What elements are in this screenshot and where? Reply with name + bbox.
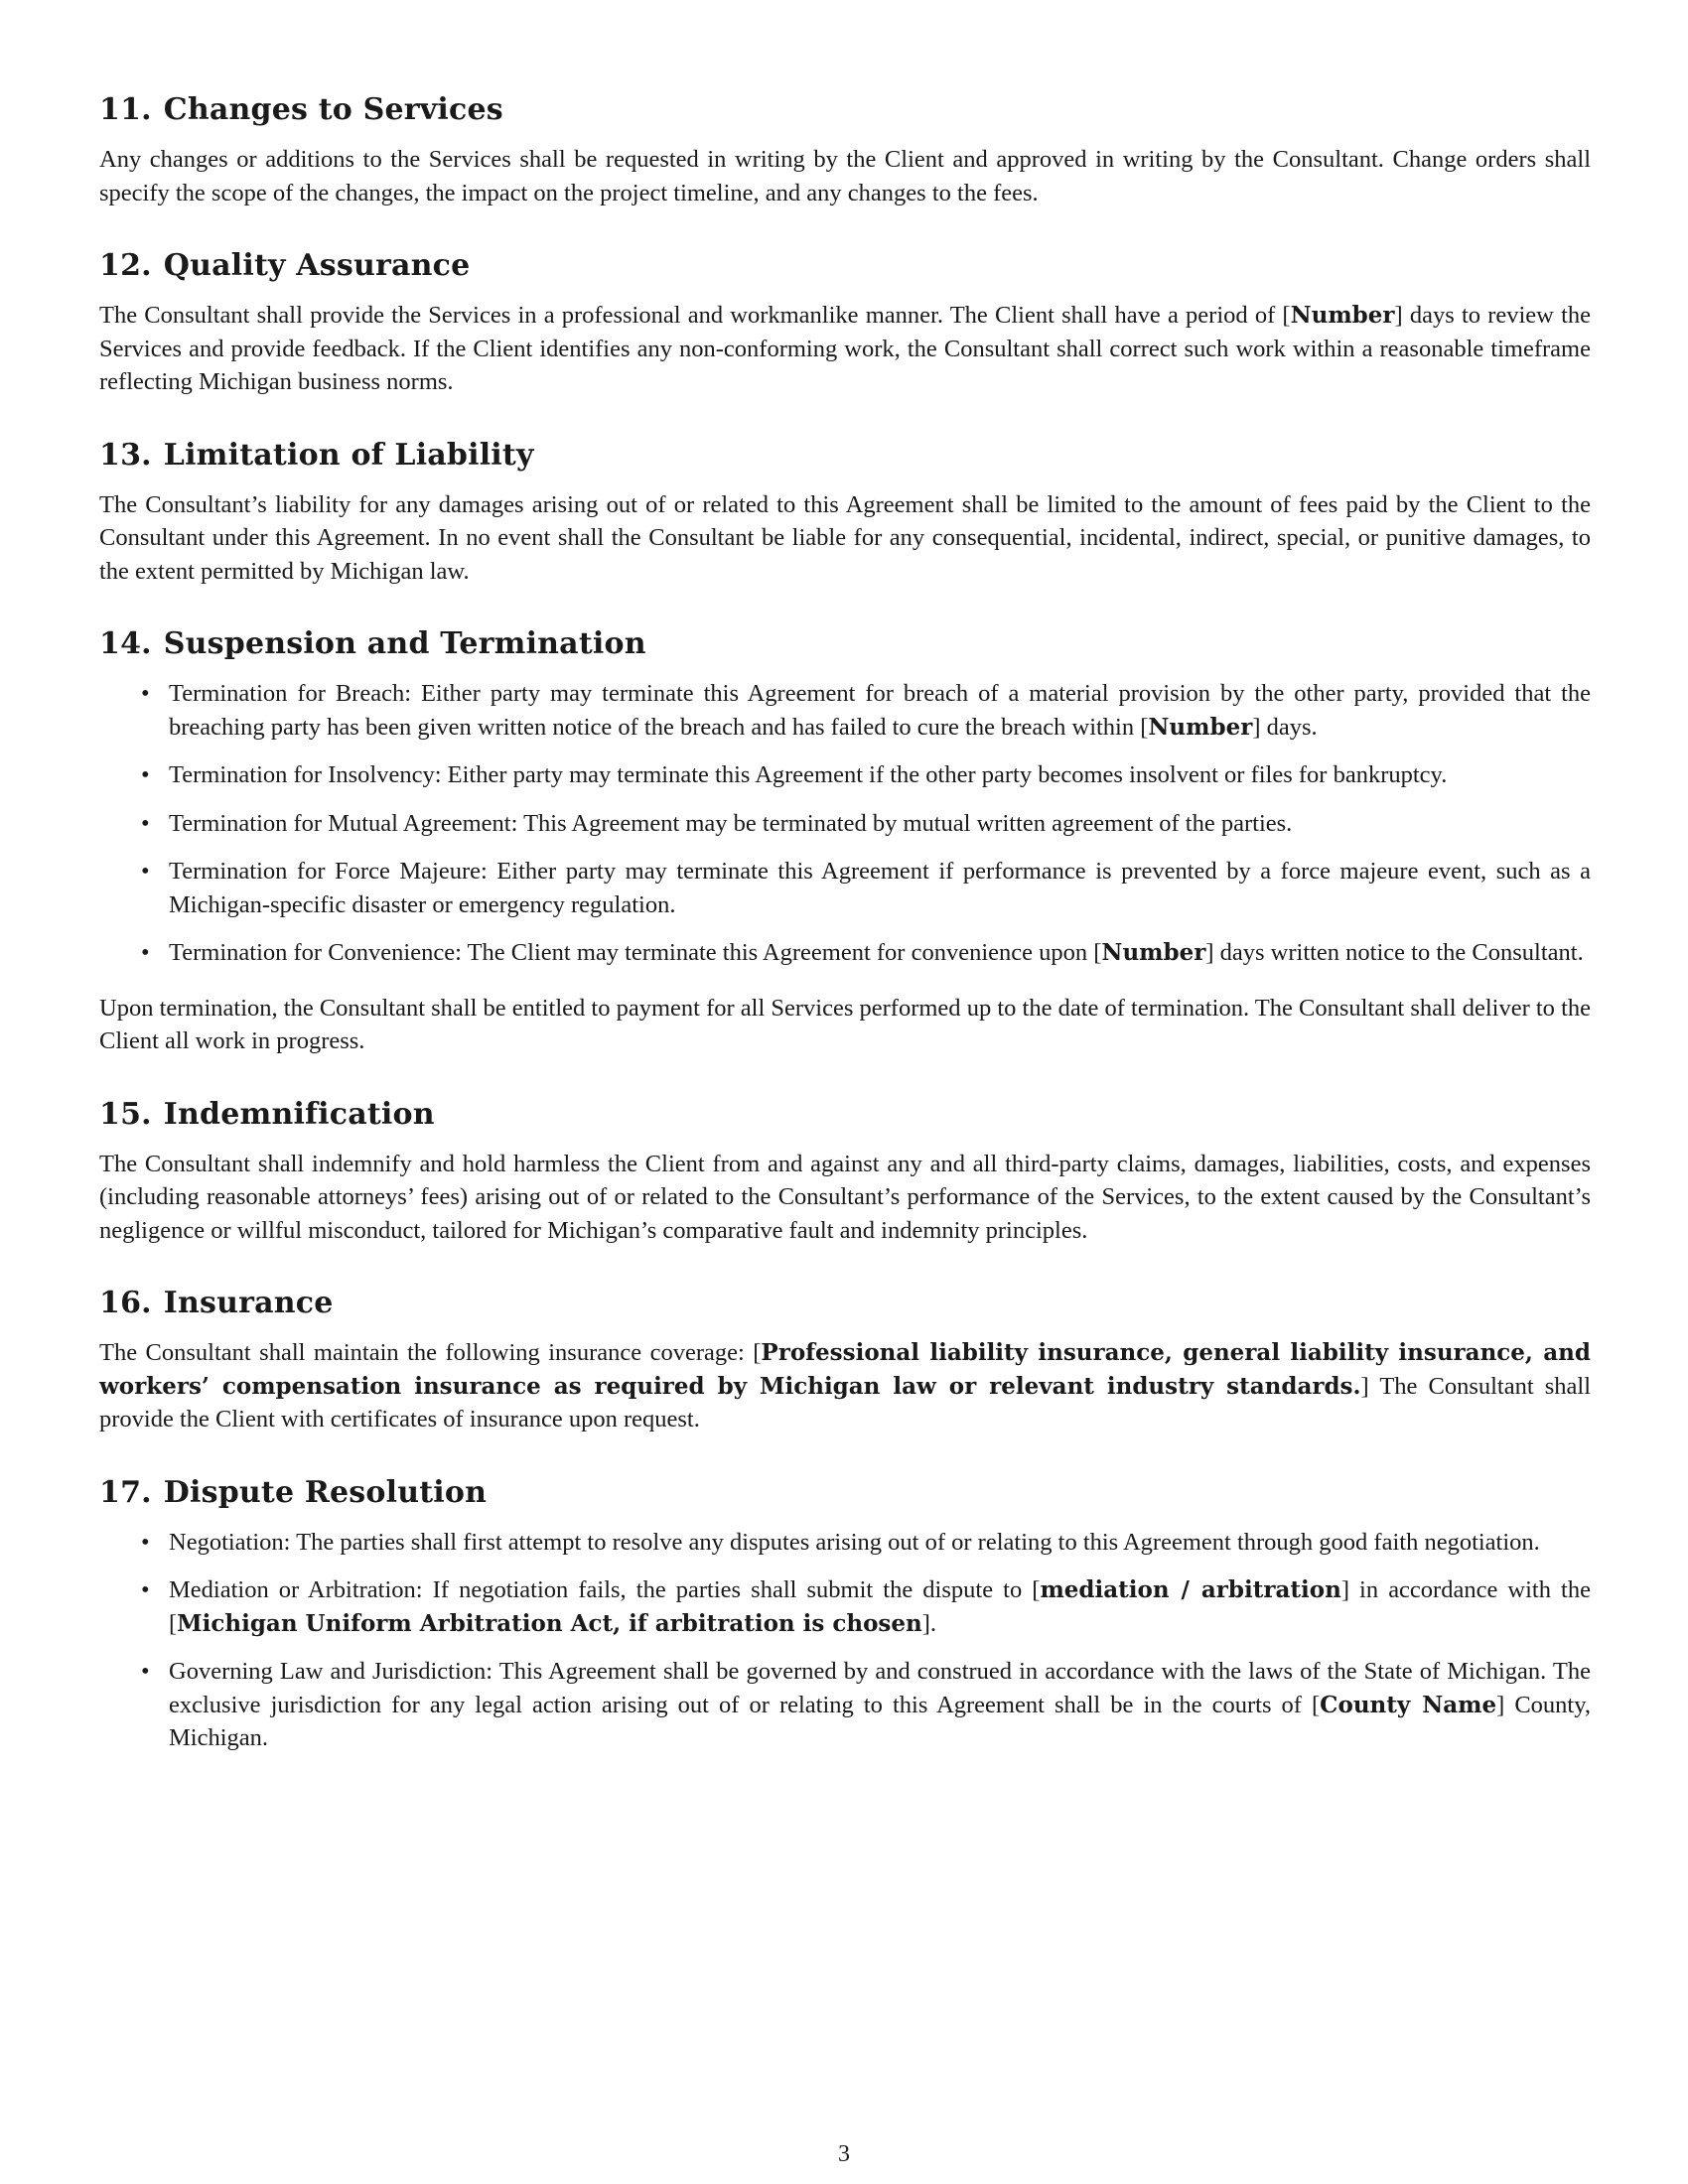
list-item xyxy=(99,677,1591,744)
placeholder-field: Number xyxy=(1148,713,1253,741)
section-heading xyxy=(99,1474,1591,1512)
section-number: 12. xyxy=(99,248,152,283)
list-item xyxy=(99,1573,1591,1640)
section-title: Changes to Services xyxy=(163,92,503,127)
section-quality-assurance xyxy=(99,247,1591,399)
section-body xyxy=(99,299,1591,399)
section-body xyxy=(99,1336,1591,1436)
section-heading xyxy=(99,247,1591,285)
section-heading xyxy=(99,1096,1591,1134)
item-text: ] in accordance with the [ xyxy=(169,1576,1591,1637)
placeholder-field: Number xyxy=(1101,939,1206,966)
section-body: Upon termination, the Consultant shall be entitled to payment for all Services performed up to the date of termination. The Consultant shall deliver to the Client all work in progress. xyxy=(99,994,1591,1054)
section-number: 17. xyxy=(99,1474,152,1510)
body-text: The Consultant shall maintain the following insurance coverage: [ xyxy=(99,1339,762,1366)
section-suspension-and-termination xyxy=(99,625,1591,1058)
section-number: 11. xyxy=(99,92,152,127)
placeholder-field: mediation / arbitration xyxy=(1040,1576,1341,1603)
body-text: ] days to review the Services and provide feedback. If the Client identifies any non-conforming work, the Consultant shall correct such work within a reasonable timeframe reflecting Michigan business norms. xyxy=(99,302,1591,395)
placeholder-field: Number xyxy=(1290,302,1395,329)
section-heading xyxy=(99,625,1591,663)
item-text: Termination for Convenience: The Client may terminate this Agreement for convenience upon [ xyxy=(169,939,1102,966)
section-number: 13. xyxy=(99,437,152,473)
section-number: 16. xyxy=(99,1286,152,1320)
placeholder-field: County Name xyxy=(1320,1691,1497,1718)
section-title: Dispute Resolution xyxy=(163,1474,488,1510)
section-dispute-resolution xyxy=(99,1474,1591,1755)
list-item xyxy=(99,855,1591,921)
item-text: Termination for Insolvency: Either party may terminate this Agreement if the other party becomes insolvent or files for bankruptcy. xyxy=(169,761,1448,788)
section-title: Indemnification xyxy=(163,1096,435,1132)
item-text: Termination for Force Majeure: Either party may terminate this Agreement if performance is prevented by a force majeure event, such as a Michigan-specific disaster or emergency regulation. xyxy=(169,858,1591,918)
item-text: Termination for Breach: Either party may terminate this Agreement for breach of a material provision by the other party, provided that the breaching party has been given written notice of the breach and has failed to cure the breach within [ xyxy=(169,680,1591,741)
item-text: ] days written notice to the Consultant. xyxy=(1205,939,1584,966)
placeholder-field: Michigan Uniform Arbitration Act, if arbitration is chosen xyxy=(177,1609,922,1637)
section-body: The Consultant’s liability for any damages arising out of or related to this Agreement shall be limited to the amount of fees paid by the Client to the Consultant under this Agreement. In no event shall the Consultant be liable for any consequential, incidental, indirect, special, or punitive damages, to the extent permitted by Michigan law. xyxy=(99,490,1591,585)
section-heading xyxy=(99,1285,1591,1322)
section-title: Quality Assurance xyxy=(163,248,471,283)
list-item xyxy=(99,1655,1591,1755)
section-limitation-of-liability xyxy=(99,437,1591,589)
item-text: Governing Law and Jurisdiction: This Agreement shall be governed by and construed in accordance with the laws of the State of Michigan. The exclusive jurisdiction for any legal action arising out of or relating to this Agreement shall be in the courts of [ xyxy=(169,1658,1591,1718)
body-text: The Consultant shall provide the Services in a professional and workmanlike manner. The Client shall have a period of [ xyxy=(99,302,1291,329)
page-number: 3 xyxy=(838,2141,850,2167)
item-text: Mediation or Arbitration: If negotiation fails, the parties shall submit the dispute to [ xyxy=(169,1576,1041,1603)
dispute-list xyxy=(99,1526,1591,1755)
placeholder-field: Professional liability insurance, general liability insurance, and workers’ compensation insurance as required by Michigan law or relevant industry standards. xyxy=(99,1339,1591,1400)
section-title: Suspension and Termination xyxy=(163,626,646,661)
section-changes-to-services xyxy=(99,91,1591,209)
section-title: Insurance xyxy=(163,1286,334,1320)
section-insurance xyxy=(99,1285,1591,1436)
body-text: ] The Consultant shall provide the Client with certificates of insurance upon request. xyxy=(99,1372,1592,1433)
list-item xyxy=(99,807,1591,841)
item-text: ] County, Michigan. xyxy=(169,1691,1591,1751)
termination-list xyxy=(99,677,1591,970)
section-heading xyxy=(99,437,1591,475)
list-item xyxy=(99,936,1591,970)
section-body: Any changes or additions to the Services shall be requested in writing by the Client and approved in writing by the Consultant. Change orders shall specify the scope of the changes, the impact on the project timeline, and any changes to the fees. xyxy=(99,146,1591,206)
section-number: 15. xyxy=(99,1096,152,1132)
item-text: Termination for Mutual Agreement: This Agreement may be terminated by mutual written agreement of the parties. xyxy=(169,809,1293,837)
section-title: Limitation of Liability xyxy=(163,437,534,473)
section-indemnification xyxy=(99,1096,1591,1248)
list-item xyxy=(99,758,1591,792)
section-number: 14. xyxy=(99,626,152,661)
section-heading xyxy=(99,91,1591,129)
item-text: Negotiation: The parties shall first attempt to resolve any disputes arising out of or relating to this Agreement through good faith negotiation. xyxy=(169,1528,1540,1556)
section-body: The Consultant shall indemnify and hold harmless the Client from and against any and all third-party claims, damages, liabilities, costs, and expenses (including reasonable attorneys’ fees) arising out of or related to the Consultant’s performance of the Services, to the extent caused by the Consultant’s negligence or willful misconduct, tailored for Michigan’s comparative fault and indemnity principles. xyxy=(99,1150,1591,1244)
list-item xyxy=(99,1526,1591,1560)
document-page xyxy=(99,91,1591,1777)
item-text: ]. xyxy=(921,1609,937,1637)
item-text: ] days. xyxy=(1252,713,1318,741)
